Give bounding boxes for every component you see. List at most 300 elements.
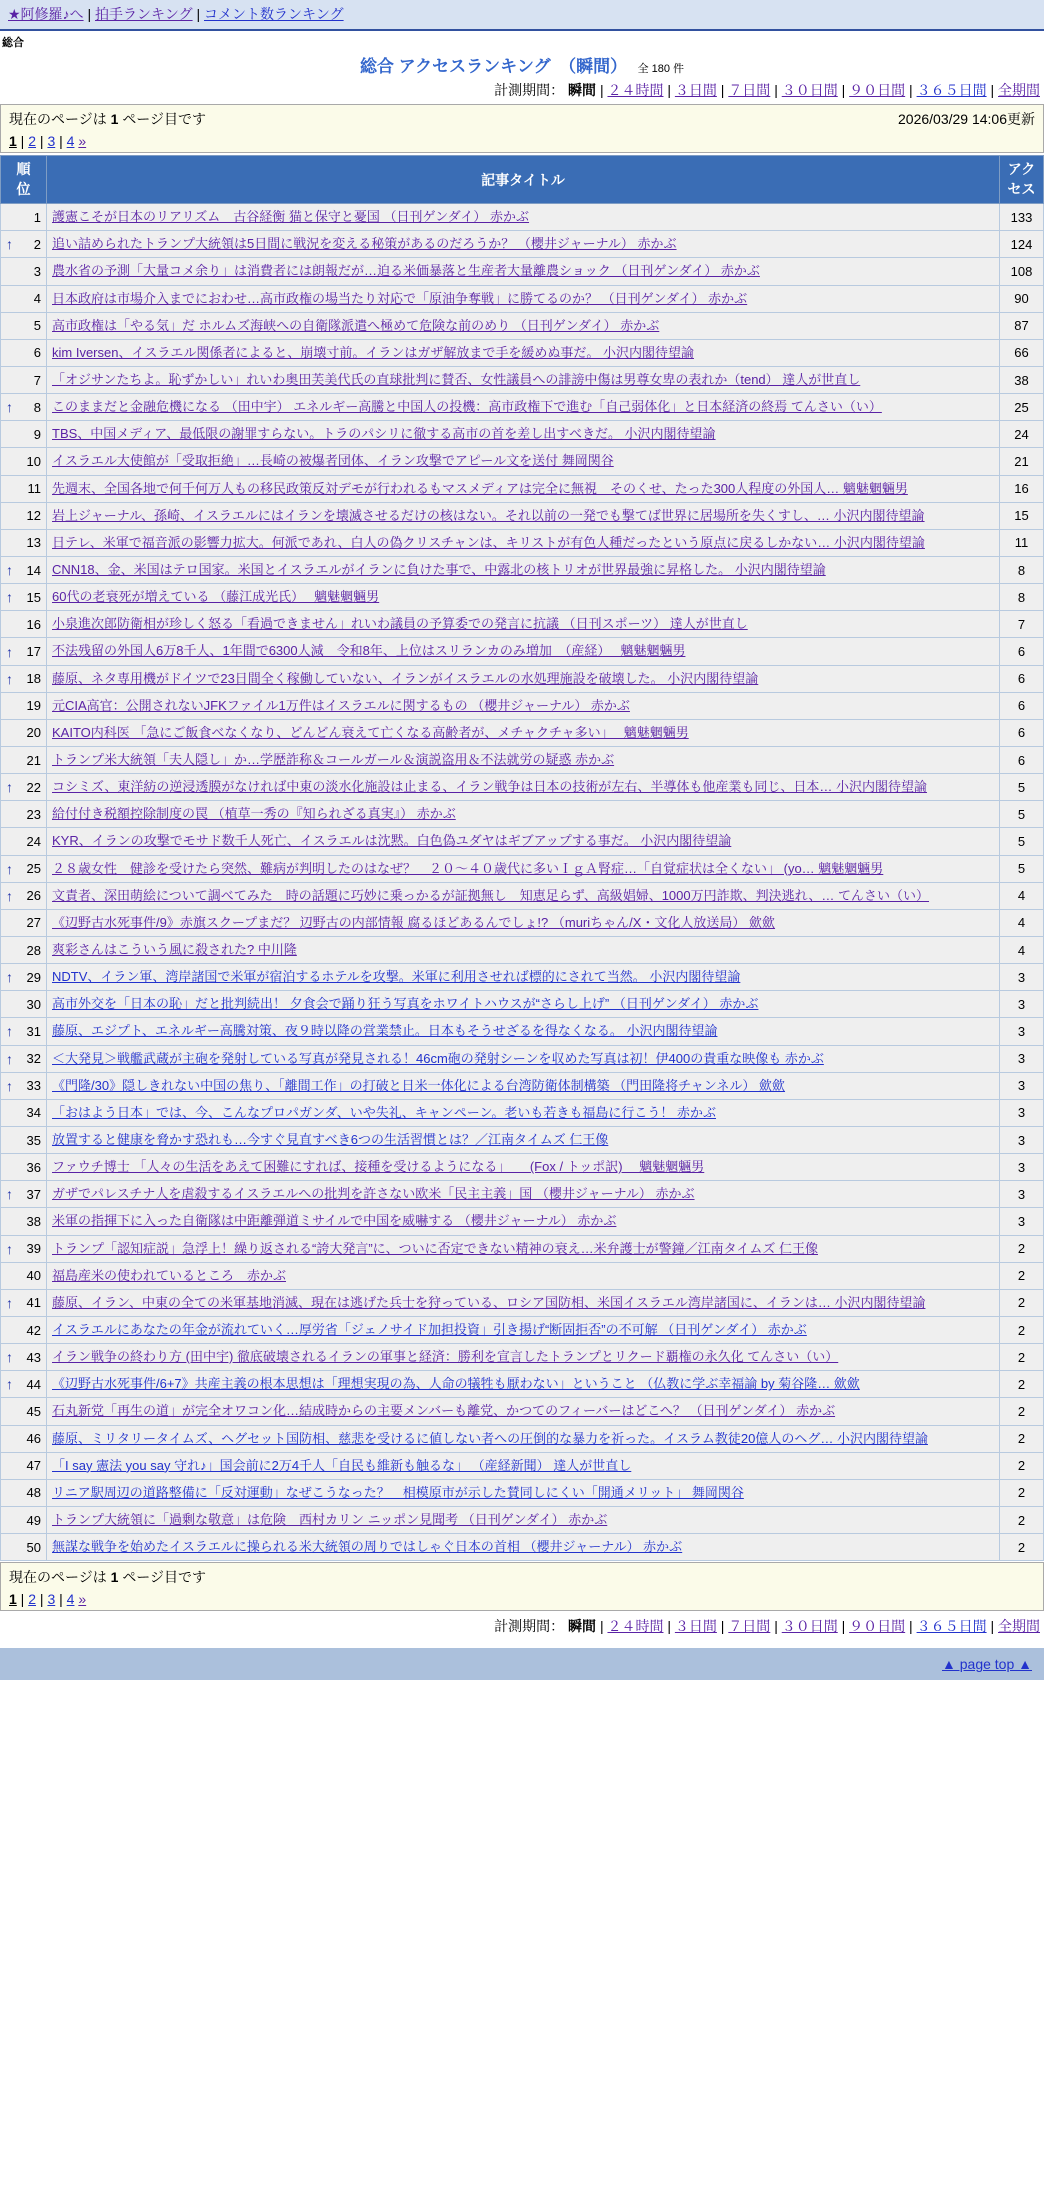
rank-up-icon: ↑	[6, 1349, 13, 1366]
article-link[interactable]: NDTV、イラン軍、湾岸諸国で米軍が宿泊するホテルを攻撃。米軍に利用させれば標的にされて当然。 小沢内閣待望論	[52, 969, 741, 985]
title-cell	[47, 1506, 1000, 1533]
table-row	[1, 665, 1044, 692]
rank-number: 29	[26, 969, 41, 985]
table-row	[1, 367, 1044, 394]
article-link[interactable]: ２８歳女性 健診を受けたら突然、難病が判明したのはなぜ？ ２０～４０歳代に多いＩｇＡ腎症…「自覚症状は全くない」 (yo… 魑魅魍魎男	[52, 860, 884, 876]
rank-number: 22	[26, 779, 41, 795]
title-cell	[47, 285, 1000, 312]
rank-number: 18	[26, 671, 41, 687]
title-cell	[47, 1344, 1000, 1371]
rank-number: 35	[26, 1132, 41, 1148]
rank-cell	[1, 285, 47, 312]
rank-number: 32	[26, 1051, 41, 1067]
top-nav-link[interactable]: コメント数ランキング	[204, 6, 344, 22]
article-link[interactable]: ファウチ博士 「人々の生活をあえて困難にすれば、接種を受けるようになる」 (Fox / トッポ訳) 魑魅魍魎男	[52, 1159, 705, 1175]
rank-number: 37	[26, 1186, 41, 1202]
title-cell	[47, 1208, 1000, 1235]
period-link[interactable]: ７日間	[728, 82, 771, 98]
article-link[interactable]: 追い詰められたトランプ大統領は5日間に戦況を変える秘策があるのだろうか？ （櫻井ジャーナル） 赤かぶ	[52, 236, 677, 252]
rank-number: 33	[26, 1078, 41, 1094]
access-count: 5	[1000, 774, 1044, 801]
article-link[interactable]: 藤原、イラン、中東の全ての米軍基地消滅、現在は逃げた兵士を狩っている、ロシア国防相、米国イスラエル湾岸諸国に、イランは… 小沢内閣待望論	[52, 1294, 926, 1310]
title-cell	[47, 1262, 1000, 1289]
rank-up-icon: ↑	[6, 670, 13, 687]
table-row	[1, 909, 1044, 936]
article-link[interactable]: トランプ「認知症説」急浮上！繰り返される“誇大発言”に、ついに否定できない精神の衰え…米弁護士が警鐘／江南タイムズ 仁王像	[52, 1240, 819, 1256]
access-count: 3	[1000, 1126, 1044, 1153]
article-link[interactable]: 先週末、全国各地で何千何万人もの移民政策反対デモが行われるもマスメディアは完全に無視 そのくせ、たった300人程度の外国人… 魑魅魍魎男	[52, 480, 908, 496]
article-link[interactable]: リニア駅周辺の道路整備に「反対運動」なぜこうなった？ 相模原市が示した賛同しにくい「開通メリット」 舞岡関谷	[52, 1484, 744, 1500]
access-count: 3	[1000, 1208, 1044, 1235]
article-link[interactable]: 岩上ジャーナル、孫崎、イスラエルにはイランを壊滅させるだけの核はない。それ以前の一発でも撃てば世界に居場所を失くすし、… 小沢内閣待望論	[52, 507, 925, 523]
rank-up-icon: ↑	[6, 1050, 13, 1067]
access-count: 6	[1000, 665, 1044, 692]
article-link[interactable]: 日テレ、米軍で福音派の影響力拡大。何派であれ、白人の偽クリスチャンは、キリストが有色人種だったという原点に戻るしかない… 小沢内閣待望論	[52, 534, 925, 550]
title-cell	[47, 1371, 1000, 1398]
column-header-rank: 順位	[1, 156, 47, 204]
top-nav-bar	[0, 0, 1044, 31]
article-link[interactable]: TBS、中国メディア、最低限の謝罪すらない。トラのパシリに徹する高市の首を差し出すべきだ。 小沢内閣待望論	[52, 426, 716, 442]
article-link[interactable]: 爽彩さんはこういう風に殺された? 中川隆	[52, 941, 297, 957]
article-link[interactable]: 高市外交を「日本の恥」だと批判続出！ 夕食会で踊り狂う写真をホワイトハウスが“さらし上げ” （日刊ゲンダイ） 赤かぶ	[52, 996, 759, 1012]
title-cell	[47, 1045, 1000, 1072]
title-cell	[47, 909, 1000, 936]
period-link[interactable]: ３０日間	[781, 1618, 838, 1635]
rank-cell	[1, 1452, 47, 1479]
rank-cell	[1, 1235, 47, 1262]
table-row	[1, 882, 1044, 909]
rank-cell	[1, 1289, 47, 1316]
rank-number: 8	[33, 399, 41, 415]
period-link[interactable]: 全期間	[998, 1618, 1040, 1635]
pagination-page-link[interactable]: 2	[28, 133, 37, 149]
section-label: 総合	[2, 37, 24, 49]
access-count: 6	[1000, 638, 1044, 665]
table-row	[1, 1099, 1044, 1126]
period-link[interactable]: ９０日間	[849, 1618, 906, 1635]
pagination-current-page: 1	[9, 133, 17, 149]
period-link[interactable]: ３日間	[674, 1618, 717, 1635]
article-link[interactable]: 放置すると健康を脅かす恐れも…今すぐ見直すべき6つの生活習慣とは？／江南タイムズ 仁王像	[52, 1131, 609, 1147]
title-cell	[47, 882, 1000, 909]
rank-number: 48	[26, 1485, 41, 1501]
access-count: 3	[1000, 1018, 1044, 1045]
period-link[interactable]: ３６５日間	[916, 82, 987, 98]
pagination-next-link[interactable]: »	[78, 1591, 87, 1608]
article-link[interactable]: 小泉進次郎防衛相が珍しく怒る「看過できません」れいわ議員の予算委での発言に抗議 （日刊スポーツ） 達人が世直し	[52, 616, 748, 632]
period-label: 計測期間：	[494, 82, 565, 98]
rank-number: 36	[26, 1159, 41, 1175]
table-row	[1, 936, 1044, 963]
rank-cell	[1, 1425, 47, 1452]
title-cell	[47, 692, 1000, 719]
rank-cell	[1, 774, 47, 801]
article-link[interactable]: 福島産米の使われているところ 赤かぶ	[52, 1267, 287, 1283]
rank-cell	[1, 638, 47, 665]
rank-number: 44	[26, 1376, 41, 1392]
rank-up-icon: ↑	[6, 1240, 13, 1257]
rank-cell	[1, 1479, 47, 1506]
article-link[interactable]: 《門隆/30》隠しきれない中国の焦り、「離間工作」の打破と日米一体化による台湾防衛体制構築 （門田隆将チャンネル） 歛歛	[52, 1077, 786, 1093]
rank-number: 40	[26, 1268, 41, 1284]
title-cell	[47, 1398, 1000, 1425]
access-count: 25	[1000, 394, 1044, 421]
access-count: 90	[1000, 285, 1044, 312]
table-row	[1, 828, 1044, 855]
article-link[interactable]: 農水省の予測「大量コメ余り」は消費者には朗報だが…迫る米価暴落と生産者大量離農ショック （日刊ゲンダイ） 赤かぶ	[52, 263, 760, 279]
table-row	[1, 285, 1044, 312]
article-link[interactable]: 文責者、深田萌絵について調べてみた 時の話題に巧妙に乗っかるが証拠無し 知恵足らず、高級娼婦、1000万円詐欺、判決逃れ、… てんさい（い）	[52, 887, 930, 903]
table-row	[1, 991, 1044, 1018]
period-label: 計測期間：	[494, 1618, 565, 1635]
article-link[interactable]: トランプ米大統領「夫人隠し」か…学歴詐称＆コールガール＆演説盗用＆不法就労の疑惑 赤かぶ	[52, 752, 615, 767]
access-count: 87	[1000, 312, 1044, 339]
article-link[interactable]: トランプ大統領に「過剰な敬意」は危険 西村カリン ニッポン見聞考 （日刊ゲンダイ） 赤かぶ	[52, 1511, 608, 1527]
rank-cell	[1, 991, 47, 1018]
title-cell	[47, 204, 1000, 231]
title-cell	[47, 1018, 1000, 1045]
access-count: 3	[1000, 964, 1044, 991]
rank-cell	[1, 1126, 47, 1153]
rank-cell	[1, 828, 47, 855]
title-cell	[47, 339, 1000, 366]
title-cell	[47, 1534, 1000, 1561]
access-count: 2	[1000, 1506, 1044, 1533]
table-row	[1, 394, 1044, 421]
column-header-access: アクセス	[1000, 156, 1044, 204]
article-link[interactable]: 高市政権は「やる気」だ ホルムズ海峡への自衛隊派遣へ極めて危険な前のめり （日刊ゲンダイ） 赤かぶ	[52, 317, 660, 333]
table-row	[1, 1126, 1044, 1153]
rank-cell	[1, 502, 47, 529]
rank-number: 46	[26, 1431, 41, 1447]
period-current: 瞬間	[568, 82, 597, 98]
rank-cell	[1, 1344, 47, 1371]
rank-up-icon: ↑	[6, 1077, 13, 1094]
table-row	[1, 1208, 1044, 1235]
title-cell	[47, 747, 1000, 774]
rank-up-icon: ↑	[6, 399, 13, 416]
article-link[interactable]: KYR、イランの攻撃でモサド数千人死亡、イスラエルは沈黙。白色偽ユダヤはギブアップする事だ。 小沢内閣待望論	[52, 833, 732, 849]
title-cell	[47, 557, 1000, 584]
rank-cell	[1, 665, 47, 692]
article-link[interactable]: 「I say 憲法 you say 守れ♪」国会前に2万4千人「自民も維新も触るな」 （産経新聞） 達人が世直し	[52, 1457, 632, 1473]
table-row	[1, 1072, 1044, 1099]
table-row	[1, 801, 1044, 828]
pagination-page-link[interactable]: 3	[47, 133, 56, 149]
table-header-row	[1, 156, 1044, 204]
top-nav-link[interactable]: 拍手ランキング	[94, 6, 193, 22]
access-count: 21	[1000, 448, 1044, 475]
rank-number: 20	[26, 725, 41, 741]
article-link[interactable]: このままだと金融危機になる （田中宇） エネルギー高騰と中国人の投機：高市政権下で進む「自己弱体化」と日本経済の終焉 てんさい（い）	[52, 399, 882, 415]
pagination-page-link[interactable]: 3	[47, 1591, 56, 1608]
rank-up-icon: ↑	[6, 969, 13, 986]
rank-number: 5	[33, 318, 41, 334]
rank-up-icon: ↑	[6, 589, 13, 606]
page-top-link[interactable]: ▲ page top ▲	[942, 1656, 1032, 1673]
table-row	[1, 475, 1044, 502]
rank-number: 34	[26, 1105, 41, 1121]
rank-number: 30	[26, 996, 41, 1012]
rank-up-icon: ↑	[6, 1294, 13, 1311]
rank-cell	[1, 909, 47, 936]
access-count: 3	[1000, 1099, 1044, 1126]
article-link[interactable]: 米軍の指揮下に入った自衛隊は中距離弾道ミサイルで中国を威嚇する （櫻井ジャーナル） 赤かぶ	[52, 1213, 617, 1229]
title-cell	[47, 964, 1000, 991]
period-link[interactable]: ９０日間	[849, 82, 906, 98]
article-link[interactable]: 60代の老衰死が増えている （藤江成光氏） 魑魅魍魎男	[52, 589, 380, 605]
page-title-line	[0, 52, 1044, 77]
title-cell	[47, 1126, 1000, 1153]
title-cell	[47, 1072, 1000, 1099]
page-info-box-top	[0, 104, 1044, 153]
access-count: 2	[1000, 1479, 1044, 1506]
article-link[interactable]: 石丸新党「再生の道」が完全オワコン化…結成時からの主要メンバーも離党、かつてのフィーバーはどこへ？ （日刊ゲンダイ） 赤かぶ	[52, 1403, 836, 1419]
table-row	[1, 1181, 1044, 1208]
rank-number: 28	[26, 942, 41, 958]
title-cell	[47, 1181, 1000, 1208]
rank-number: 41	[26, 1295, 41, 1311]
table-row	[1, 1371, 1044, 1398]
rank-cell	[1, 936, 47, 963]
article-link[interactable]: イスラエルにあなたの年金が流れていく…厚労省「ジェノサイド加担投資」引き揚げ“断固拒否”の不可解 （日刊ゲンダイ） 赤かぶ	[52, 1321, 807, 1337]
rank-number: 39	[26, 1241, 41, 1257]
article-link[interactable]: 「おはよう日本」では、今、こんなプロパガンダ、いや失礼、キャンペーン。老いも若きも福島に行こう！ 赤かぶ	[52, 1104, 717, 1120]
pagination-bottom: 1 | 2 | 3 | 4 »	[9, 1591, 87, 1608]
top-nav-link[interactable]: ★阿修羅♪へ	[8, 6, 84, 22]
pagination-top: 1 | 2 | 3 | 4 »	[9, 133, 87, 149]
article-link[interactable]: 日本政府は市場介入までにおわせ…高市政権の場当たり対応で「原油争奪戦」に勝てるのか？ （日刊ゲンダイ） 赤かぶ	[52, 290, 748, 306]
current-page-number: 1	[110, 1569, 119, 1586]
title-cell	[47, 665, 1000, 692]
current-page-text	[9, 1567, 206, 1587]
rank-cell	[1, 1262, 47, 1289]
period-link[interactable]: ３６５日間	[916, 1618, 987, 1635]
article-link[interactable]: 藤原、ネタ専用機がドイツで23日間全く稼働していない、イランがイスラエルの水処理施設を破壊した。 小沢内閣待望論	[52, 670, 759, 686]
rank-number: 21	[26, 752, 41, 768]
period-link[interactable]: 全期間	[998, 82, 1040, 98]
period-selector-top	[0, 77, 1044, 103]
rank-cell	[1, 1506, 47, 1533]
page-top-bar	[0, 1648, 1044, 1680]
article-link[interactable]: CNN18、金、米国はテロ国家。米国とイスラエルがイランに負けた事で、中露北の核トリオが世界最強に昇格した。 小沢内閣待望論	[52, 562, 826, 578]
rank-number: 10	[26, 454, 41, 470]
table-row	[1, 1289, 1044, 1316]
access-count: 24	[1000, 421, 1044, 448]
article-link[interactable]: 不法残留の外国人6万8千人、1年間で6300人減 令和8年、上位はスリランカのみ増加 （産経） 魑魅魍魎男	[52, 643, 686, 659]
title-cell	[47, 1289, 1000, 1316]
access-count: 5	[1000, 828, 1044, 855]
rank-number: 13	[26, 535, 41, 551]
rank-cell	[1, 339, 47, 366]
table-row	[1, 1479, 1044, 1506]
rank-cell	[1, 855, 47, 882]
rank-number: 31	[26, 1023, 41, 1039]
article-link[interactable]: KAITO内科医 「急にご飯食べなくなり、どんどん衰えて亡くなる高齢者が、メチャクチャ多い」 魑魅魍魎男	[52, 724, 689, 740]
rank-cell	[1, 1316, 47, 1343]
title-cell	[47, 1479, 1000, 1506]
access-count: 124	[1000, 231, 1044, 258]
article-link[interactable]: イラン戦争の終わり方 (田中宇) 徹底破壊されるイランの軍事と経済：勝利を宣言したトランプとリクード覇権の永久化 てんさい（い）	[52, 1349, 839, 1365]
access-count: 15	[1000, 502, 1044, 529]
access-count: 6	[1000, 747, 1044, 774]
article-link[interactable]: コシミズ、東洋紡の逆浸透膜がなければ中東の淡水化施設は止まる、イラン戦争は日本の技術が左右、半導体も他産業も同じ、日本… 小沢内閣待望論	[52, 779, 928, 795]
rank-cell	[1, 421, 47, 448]
title-cell	[47, 448, 1000, 475]
rank-number: 7	[33, 372, 41, 388]
updated-timestamp: 2026/03/29 14:06更新	[898, 111, 1035, 127]
rank-cell	[1, 367, 47, 394]
access-count: 133	[1000, 204, 1044, 231]
current-page-prefix: 現在のページは	[9, 111, 107, 127]
rank-cell	[1, 801, 47, 828]
article-link[interactable]: 給付付き税額控除制度の罠 （植草一秀の『知られざる真実』） 赤かぶ	[52, 806, 456, 822]
access-count: 3	[1000, 1072, 1044, 1099]
access-count: 6	[1000, 719, 1044, 746]
access-count: 4	[1000, 909, 1044, 936]
title-cell	[47, 1154, 1000, 1181]
title-cell	[47, 475, 1000, 502]
table-row	[1, 584, 1044, 611]
article-link[interactable]: 藤原、エジプト、エネルギー高騰対策、夜９時以降の営業禁止。日本もそうせざるを得なくなる。 小沢内閣待望論	[52, 1023, 718, 1039]
period-link[interactable]: ７日間	[728, 1618, 771, 1635]
pagination-next-link[interactable]: »	[78, 133, 87, 149]
article-link[interactable]: 無謀な戦争を始めたイスラエルに操られる米大統領の周りではしゃぐ日本の首相 （櫻井ジャーナル） 赤かぶ	[52, 1539, 683, 1555]
rank-up-icon: ↑	[6, 562, 13, 579]
article-link[interactable]: ＜大発見＞戦艦武蔵が主砲を発射している写真が発見される！46cm砲の発射シーンを収めた写真は初！伊400の貴重な映像も 赤かぶ	[52, 1050, 824, 1066]
title-cell	[47, 421, 1000, 448]
table-row	[1, 692, 1044, 719]
table-row	[1, 1262, 1044, 1289]
access-count: 11	[1000, 529, 1044, 556]
table-row	[1, 1452, 1044, 1479]
table-row	[1, 611, 1044, 638]
article-link[interactable]: 護憲こそが日本のリアリズム 古谷経衡 猫と保守と憂国 （日刊ゲンダイ） 赤かぶ	[52, 209, 530, 225]
rank-up-icon: ↑	[6, 1023, 13, 1040]
rank-number: 25	[26, 861, 41, 877]
rank-cell	[1, 1072, 47, 1099]
article-link[interactable]: イスラエル大使館が「受取拒絶」…長崎の被爆者団体、イラン攻撃でアピール文を送付 舞岡関谷	[52, 453, 614, 469]
title-cell	[47, 1235, 1000, 1262]
access-count: 16	[1000, 475, 1044, 502]
rank-number: 17	[26, 644, 41, 659]
access-count: 2	[1000, 1534, 1044, 1561]
table-row	[1, 1154, 1044, 1181]
rank-cell	[1, 964, 47, 991]
rank-up-icon: ↑	[6, 1376, 13, 1393]
title-cell	[47, 936, 1000, 963]
rank-cell	[1, 692, 47, 719]
period-links: | ２４時間 | ３日間 | ７日間 | ３０日間 | ９０日間 | ３６５日間 | 全期間	[599, 82, 1040, 98]
table-row	[1, 774, 1044, 801]
table-row	[1, 1344, 1044, 1371]
pagination-current-page: 1	[9, 1591, 17, 1608]
rank-cell	[1, 611, 47, 638]
rank-number: 50	[26, 1539, 41, 1555]
current-page-suffix: ページ目です	[122, 1569, 207, 1586]
total-count: 全 180 件	[637, 63, 685, 75]
article-link[interactable]: 藤原、ミリタリータイムズ、ヘグセット国防相、慈悲を受けるに値しない者への圧倒的な暴力を祈った。イスラム教徒20億人のヘグ… 小沢内閣待望論	[52, 1430, 928, 1446]
table-row	[1, 1045, 1044, 1072]
title-cell	[47, 1316, 1000, 1343]
table-row	[1, 529, 1044, 556]
rank-number: 24	[26, 833, 41, 849]
table-row	[1, 638, 1044, 665]
access-count: 2	[1000, 1344, 1044, 1371]
title-cell	[47, 1452, 1000, 1479]
rank-cell	[1, 204, 47, 231]
title-cell	[47, 638, 1000, 665]
access-count: 66	[1000, 339, 1044, 366]
table-row	[1, 312, 1044, 339]
rank-up-icon: ↑	[6, 236, 13, 253]
table-row	[1, 448, 1044, 475]
pagination-page-link[interactable]: 2	[28, 1591, 37, 1608]
title-cell	[47, 1425, 1000, 1452]
table-row	[1, 855, 1044, 882]
rank-cell	[1, 1181, 47, 1208]
period-link[interactable]: ２４時間	[607, 1618, 664, 1635]
article-link[interactable]: 《辺野古水死事件/9》赤旗スクープまだ？ 辺野古の内部情報 腐るほどあるんでしょ!? （muriちゃん/X・文化人放送局） 歛歛	[52, 914, 776, 930]
access-count: 2	[1000, 1235, 1044, 1262]
rank-number: 45	[26, 1403, 41, 1419]
rank-number: 27	[26, 915, 41, 931]
access-count: 4	[1000, 882, 1044, 909]
access-count: 3	[1000, 1154, 1044, 1181]
rank-number: 3	[33, 264, 41, 280]
table-row	[1, 1316, 1044, 1343]
table-row	[1, 1018, 1044, 1045]
access-count: 3	[1000, 1045, 1044, 1072]
article-link[interactable]: 《辺野古水死事件/6+7》共産主義の根本思想は「理想実現の為、人命の犠牲も厭わない」ということ （仏教に学ぶ幸福論 by 菊谷隆… 歛歛	[52, 1376, 860, 1392]
access-count: 2	[1000, 1452, 1044, 1479]
rank-number: 49	[26, 1512, 41, 1528]
access-count: 2	[1000, 1289, 1044, 1316]
pagination-page-link[interactable]: 4	[66, 1591, 75, 1608]
rank-cell	[1, 747, 47, 774]
article-link[interactable]: ガザでパレスチナ人を虐殺するイスラエルへの批判を許さない欧米「民主主義」国 （櫻井ジャーナル） 赤かぶ	[52, 1186, 695, 1202]
table-row	[1, 1506, 1044, 1533]
page-info-box-bottom	[0, 1562, 1044, 1611]
title-cell	[47, 502, 1000, 529]
rank-number: 14	[26, 562, 41, 578]
rank-number: 19	[26, 698, 41, 714]
ranking-table	[0, 155, 1044, 1561]
table-row	[1, 502, 1044, 529]
access-count: 7	[1000, 611, 1044, 638]
period-link[interactable]: ３日間	[674, 82, 717, 98]
title-cell	[47, 719, 1000, 746]
table-row	[1, 964, 1044, 991]
article-link[interactable]: 「オジサンたちよ。恥ずかしい」れいわ奥田芙美代氏の直球批判に賛否、女性議員への誹謗中傷は男尊女卑の表れか（tend） 達人が世直し	[52, 372, 861, 388]
pagination-page-link[interactable]: 4	[66, 133, 75, 149]
period-link[interactable]: ２４時間	[607, 82, 664, 98]
rank-number: 47	[26, 1458, 41, 1474]
access-count: 2	[1000, 1425, 1044, 1452]
rank-cell	[1, 258, 47, 285]
rank-cell	[1, 882, 47, 909]
article-link[interactable]: kim Iversen、イスラエル関係者によると、崩壊寸前。イランはガザ解放まで手を緩めぬ事だ。 小沢内閣待望論	[52, 344, 694, 360]
access-count: 8	[1000, 584, 1044, 611]
period-link[interactable]: ３０日間	[781, 82, 838, 98]
table-row	[1, 719, 1044, 746]
rank-cell	[1, 1154, 47, 1181]
rank-number: 43	[26, 1349, 41, 1365]
article-link[interactable]: 元CIA高官：公開されないJFKファイル1万件はイスラエルに関するもの （櫻井ジャーナル） 赤かぶ	[52, 697, 630, 713]
rank-number: 42	[26, 1322, 41, 1338]
rank-cell	[1, 584, 47, 611]
access-count: 4	[1000, 936, 1044, 963]
